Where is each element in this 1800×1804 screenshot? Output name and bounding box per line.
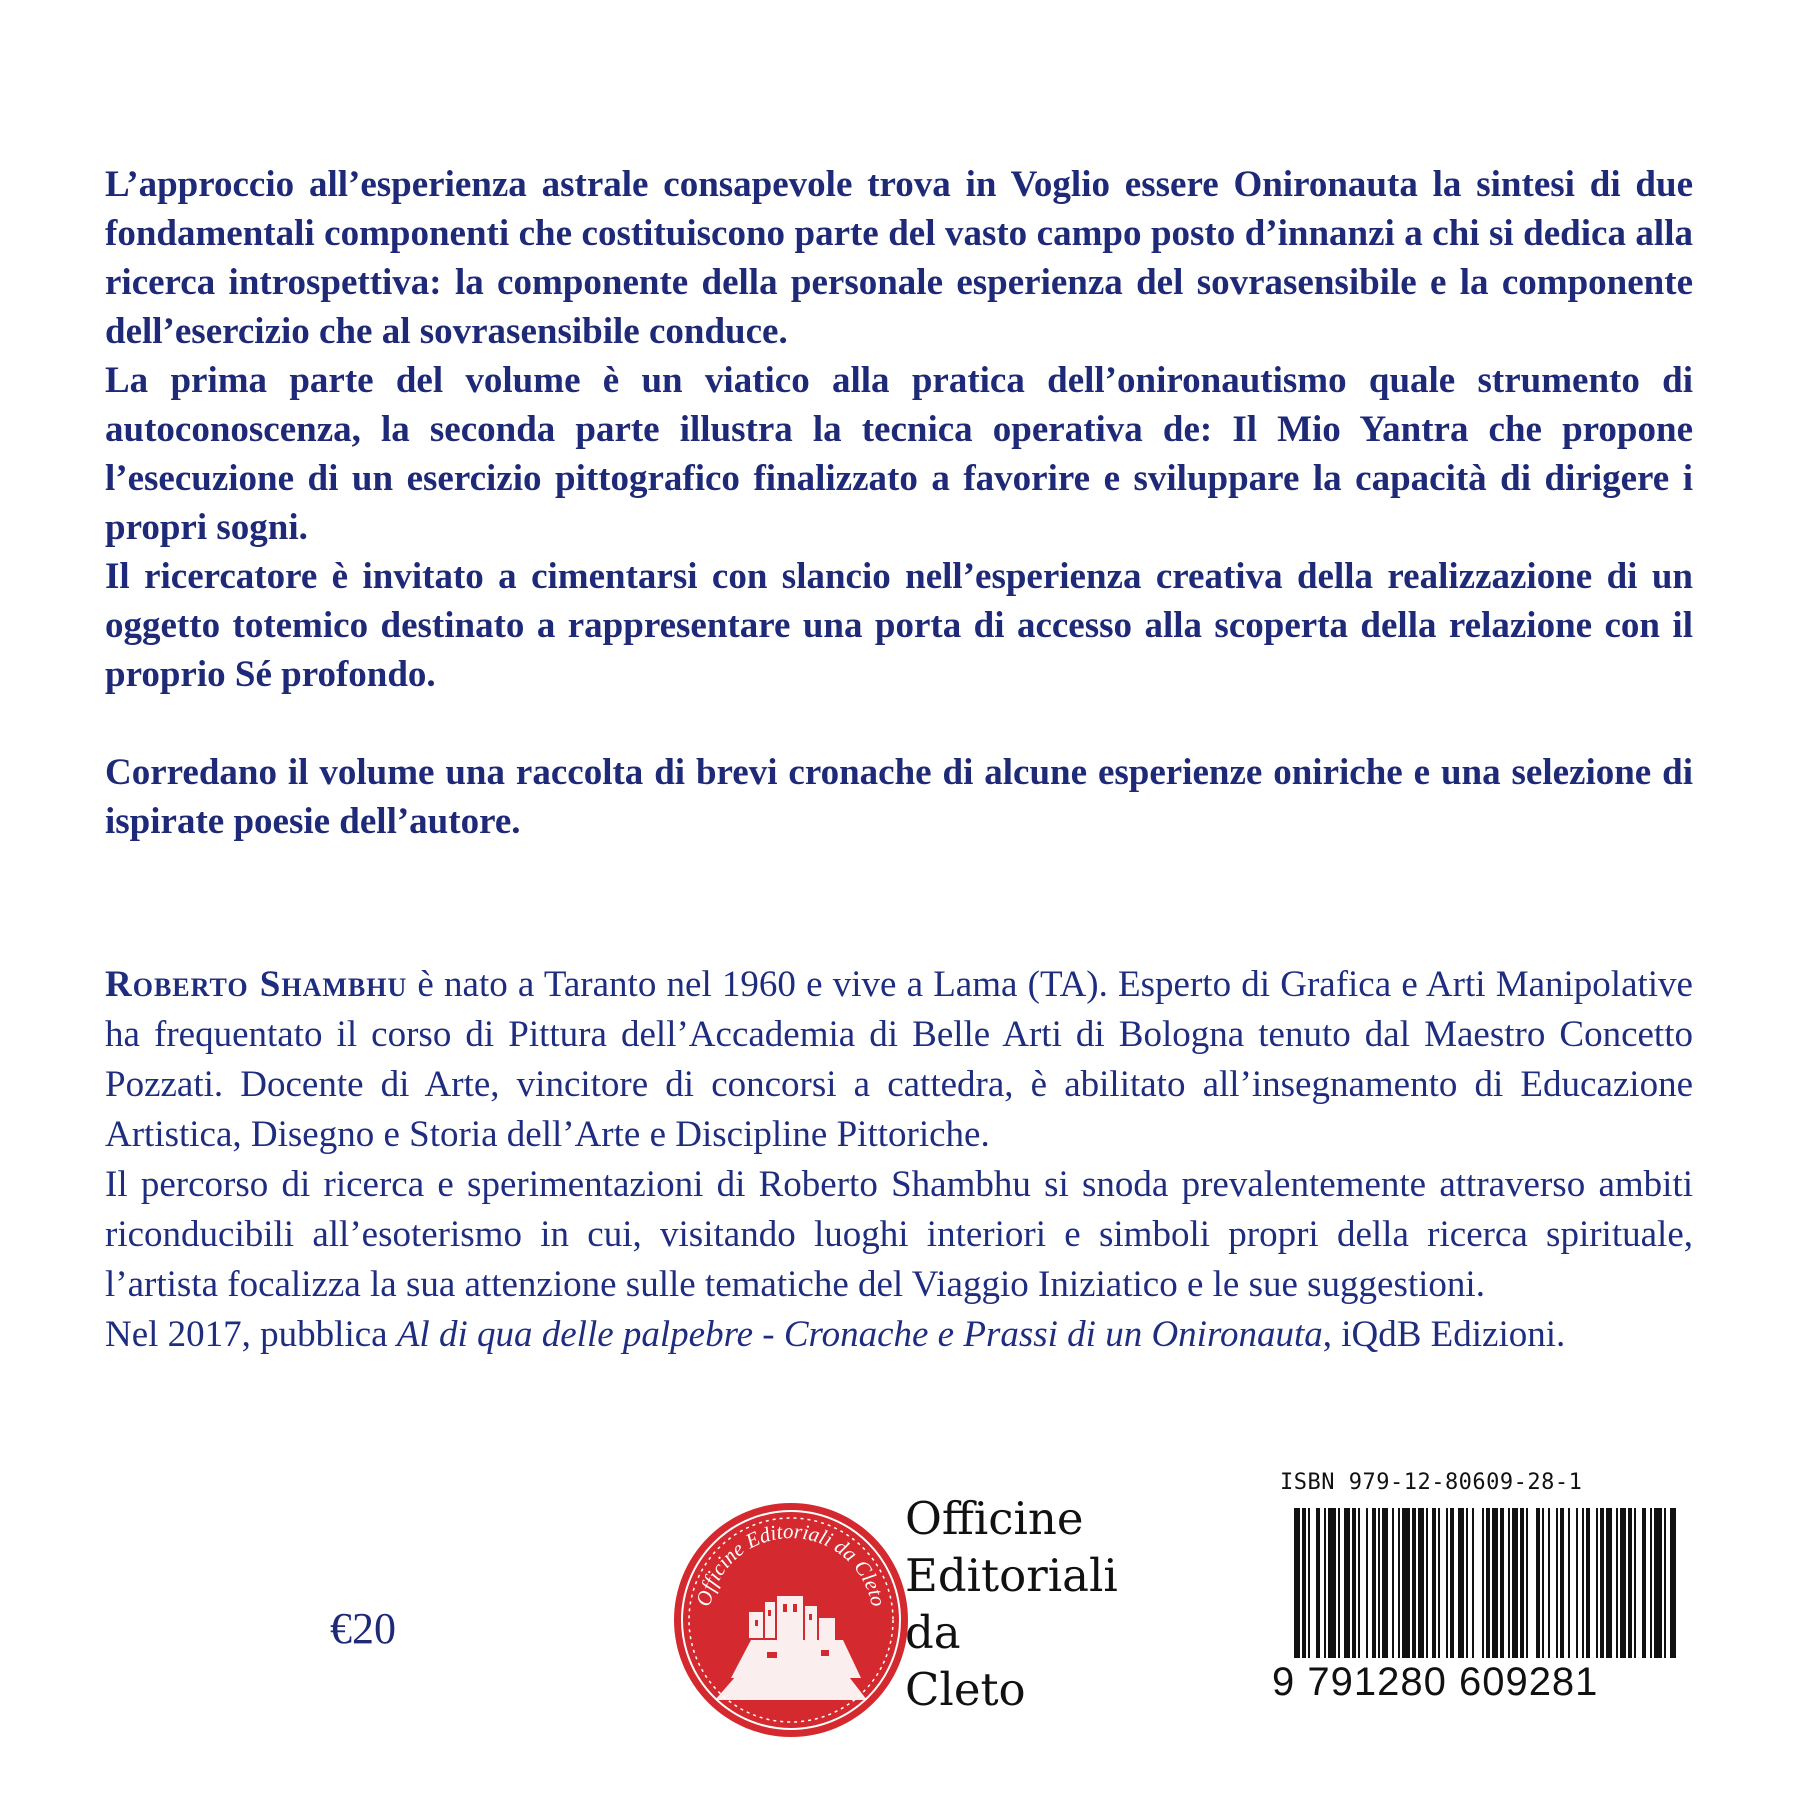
- barcode-bar: [1556, 1508, 1558, 1658]
- author-bio-paragraph: Il percorso di ricerca e sperimentazioni di Roberto Shambhu si snoda prevalentemente attraverso ambiti riconducibili all’esoterismo in cui, visitando luoghi interiori e simboli propri della ricerca spirituale, l’artista focalizza la sua attenzione sulle tematiche del Viaggio Iniziatico e le sue suggestioni.: [105, 1164, 1693, 1305]
- synopsis-paragraph: La prima parte del volume è un viatico alla pratica dell’onironautismo quale strumento di autoconoscenza, la seconda parte illustra la tecnica operativa de: Il Mio Yantra che propone l’esecuzione di un esercizio pittografico finalizzato a favorire e sviluppare la capacità di dirigere i propri sogni.: [105, 360, 1693, 548]
- barcode-bar: [1432, 1508, 1436, 1658]
- barcode-digits: 9 791280 609281: [1272, 1660, 1599, 1704]
- barcode-bar: [1472, 1508, 1474, 1658]
- barcode-bar: [1596, 1508, 1598, 1658]
- barcode-bar: [1446, 1508, 1448, 1658]
- barcode-bar: [1324, 1508, 1326, 1658]
- barcode-bar: [1650, 1508, 1652, 1658]
- barcode-bar: [1568, 1508, 1570, 1658]
- barcode-bar: [1634, 1508, 1636, 1658]
- barcode-bar: [1316, 1508, 1320, 1658]
- barcode-bar: [1664, 1508, 1666, 1658]
- price: €20: [330, 1604, 396, 1653]
- publisher-name-line: da: [905, 1606, 961, 1659]
- barcode-bar: [1358, 1508, 1360, 1658]
- barcode-bar: [1302, 1508, 1306, 1658]
- author-bio-intro: è nato a Taranto nel 1960 e vive a Lama (TA). Esperto di Grafica e Arti Manipolative ha frequentato il corso di Pittura dell’Accademia di Belle Arti di Bologna tenuto dal Maestro Concetto Pozzati. Docente di Arte, vincitore di concorsi a cattedra, è abilitato all’insegnamento di Educazione Artistica, Disegno e Storia dell’Arte e Discipline Pittoriche.: [105, 964, 1693, 1155]
- seal-text: Officine Editoriali da Cleto: [691, 1518, 891, 1609]
- synopsis-paragraph: Corredano il volume una raccolta di brevi cronache di alcune esperienze oniriche e una selezione di ispirate poesie dell’autore.: [105, 752, 1693, 842]
- barcode-bar: [1450, 1508, 1454, 1658]
- barcode-bar: [1382, 1508, 1388, 1658]
- author-bio-paragraph: [105, 960, 1693, 1160]
- barcode-bar: [1628, 1508, 1632, 1658]
- publication-suffix: , iQdB Edizioni.: [1322, 1314, 1566, 1355]
- barcode-bar: [1402, 1508, 1410, 1658]
- barcode-bar: [1512, 1508, 1518, 1658]
- barcode-bar: [1294, 1508, 1300, 1658]
- publisher-seal-logo: [671, 1500, 911, 1740]
- author-publication: [105, 1310, 1693, 1360]
- barcode-bar: [1526, 1508, 1528, 1658]
- barcode-bar: [1582, 1508, 1584, 1658]
- barcode-bar: [1500, 1508, 1504, 1658]
- synopsis: [105, 160, 1693, 846]
- barcode-bar: [1466, 1508, 1468, 1658]
- barcode-bar: [1620, 1508, 1626, 1658]
- barcode-bars: [1272, 1508, 1692, 1668]
- barcode-bar: [1338, 1508, 1340, 1658]
- barcode-bar: [1426, 1508, 1428, 1658]
- barcode-bar: [1392, 1508, 1394, 1658]
- publication-title: Al di qua delle palpebre - Cronache e Prassi di un Onironauta: [396, 1314, 1323, 1355]
- barcode-bar: [1412, 1508, 1416, 1658]
- barcode-bar: [1378, 1508, 1380, 1658]
- barcode-bar: [1438, 1508, 1440, 1658]
- barcode-bar: [1372, 1508, 1376, 1658]
- barcode-bar: [1366, 1508, 1368, 1658]
- barcode-bar: [1616, 1508, 1618, 1658]
- isbn-label: ISBN 979-12-80609-28-1: [1280, 1470, 1583, 1495]
- barcode-bar: [1482, 1508, 1484, 1658]
- barcode-bar: [1576, 1508, 1578, 1658]
- barcode-bar: [1548, 1508, 1550, 1658]
- author-name: Roberto Shambhu: [105, 964, 408, 1005]
- barcode-bar: [1352, 1508, 1356, 1658]
- barcode-bar: [1654, 1508, 1662, 1658]
- barcode-bar: [1486, 1508, 1490, 1658]
- barcode-bar: [1536, 1508, 1540, 1658]
- barcode-bar: [1642, 1508, 1646, 1658]
- barcode-bar: [1418, 1508, 1424, 1658]
- barcode-bar: [1492, 1508, 1498, 1658]
- publisher-name-line: Officine: [905, 1492, 1084, 1545]
- synopsis-paragraph: L’approccio all’esperienza astrale consapevole trova in Voglio essere Onironauta la sintesi di due fondamentali componenti che costituiscono parte del vasto campo posto d’innanzi a chi si dedica alla ricerca introspettiva: la componente della personale esperienza del sovrasensibile e la componente dell’esercizio che al sovrasensibile conduce.: [105, 164, 1693, 352]
- barcode-bar: [1328, 1508, 1336, 1658]
- barcode-bar: [1606, 1508, 1612, 1658]
- barcode-bar: [1586, 1508, 1590, 1658]
- author-bio: [105, 960, 1693, 1360]
- barcode-bar: [1560, 1508, 1564, 1658]
- barcode-bar: [1508, 1508, 1510, 1658]
- publisher-name: [905, 1490, 1118, 1718]
- barcode-bar: [1458, 1508, 1464, 1658]
- publisher-name-line: Cleto: [905, 1663, 1026, 1716]
- publisher-name-line: Editoriali: [905, 1549, 1118, 1602]
- isbn-barcode: [1272, 1470, 1692, 1720]
- barcode-bar: [1520, 1508, 1524, 1658]
- barcode-bar: [1344, 1508, 1350, 1658]
- synopsis-paragraph: Il ricercatore è invitato a cimentarsi con slancio nell’esperienza creativa della realizzazione di un oggetto totemico destinato a rappresentare una porta di accesso alla scoperta della relazione con il proprio Sé profondo.: [105, 556, 1693, 695]
- publication-prefix: Nel 2017, pubblica: [105, 1314, 397, 1355]
- barcode-bar: [1398, 1508, 1400, 1658]
- barcode-bar: [1600, 1508, 1604, 1658]
- barcode-bar: [1542, 1508, 1544, 1658]
- barcode-bar: [1308, 1508, 1310, 1658]
- barcode-bar: [1670, 1508, 1676, 1658]
